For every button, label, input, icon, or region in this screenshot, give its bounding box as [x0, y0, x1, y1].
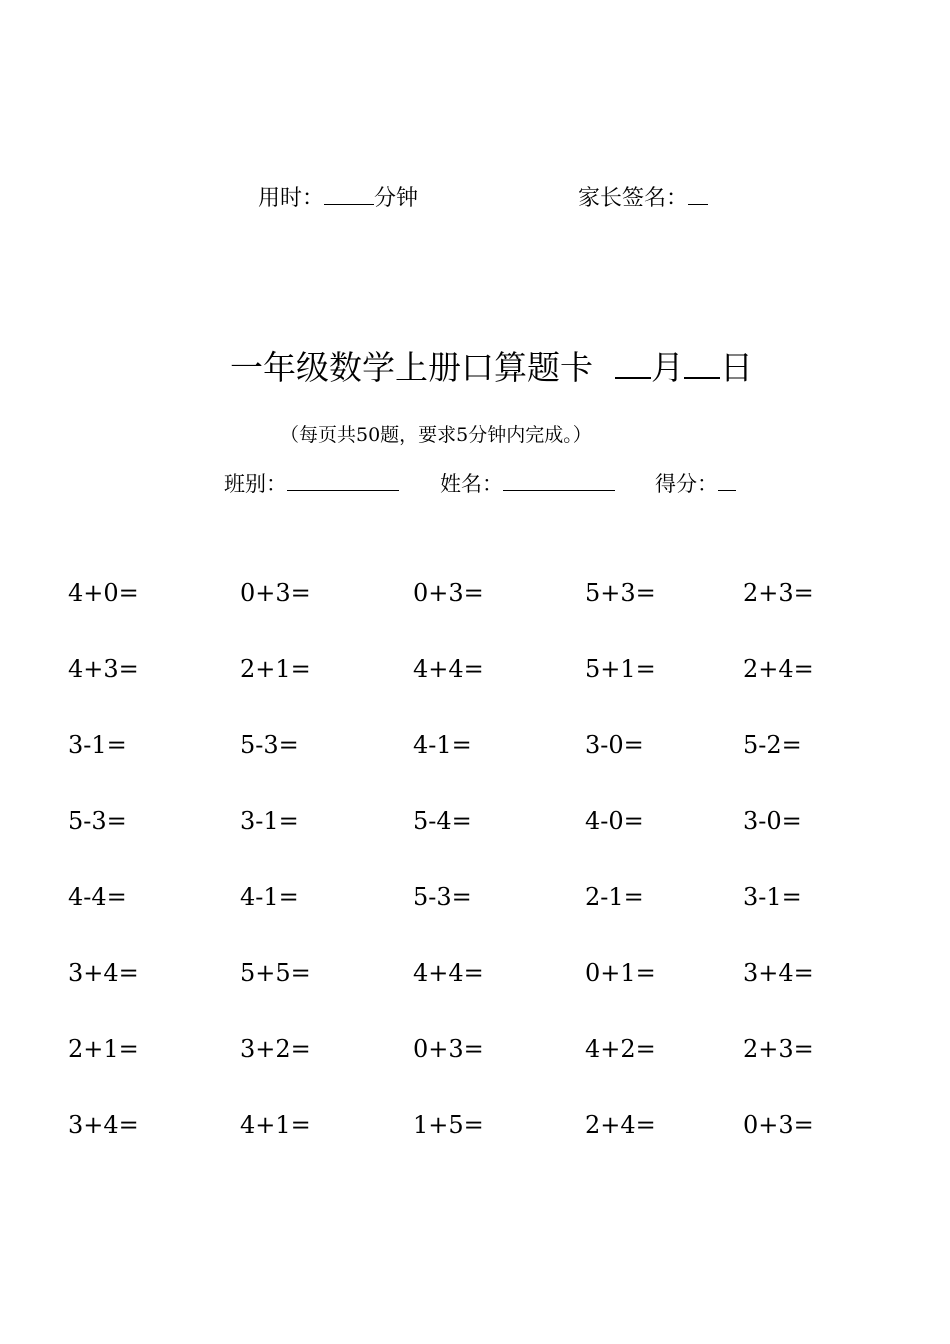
- problem-item: 4-0=: [585, 807, 644, 835]
- name-label: 姓名：: [440, 472, 503, 496]
- problem-item: 3+4=: [68, 959, 139, 987]
- problem-item: 0+3=: [413, 1035, 484, 1063]
- problem-item: 3-1=: [240, 807, 299, 835]
- problem-item: 5-2=: [743, 731, 802, 759]
- problem-item: 3-0=: [585, 731, 644, 759]
- problem-item: 4+4=: [413, 959, 484, 987]
- problem-item: 3-0=: [743, 807, 802, 835]
- parent-signature-field: [578, 182, 708, 214]
- time-field: [258, 182, 418, 214]
- month-blank[interactable]: [615, 347, 651, 379]
- problem-item: 2+3=: [743, 1035, 814, 1063]
- score-blank[interactable]: [718, 468, 736, 491]
- problem-item: 0+3=: [743, 1111, 814, 1139]
- score-field: [655, 468, 736, 499]
- problem-item: 4-1=: [413, 731, 472, 759]
- problem-item: 1+5=: [413, 1111, 484, 1139]
- time-blank[interactable]: [324, 182, 374, 205]
- problem-item: 3+4=: [743, 959, 814, 987]
- day-blank[interactable]: [684, 347, 720, 379]
- parent-signature-blank[interactable]: [688, 182, 708, 205]
- problem-item: 5+3=: [585, 579, 656, 607]
- problem-item: 4+0=: [68, 579, 139, 607]
- problem-item: 0+3=: [240, 579, 311, 607]
- instructions: （每页共50题，要求5分钟内完成。）: [280, 424, 592, 446]
- score-label: 得分：: [655, 472, 718, 496]
- problem-item: 2+1=: [240, 655, 311, 683]
- problem-item: 4-1=: [240, 883, 299, 911]
- name-blank[interactable]: [503, 468, 615, 491]
- time-label: 用时：: [258, 186, 325, 211]
- class-label: 班别：: [224, 472, 287, 496]
- day-label: 日: [720, 348, 753, 387]
- time-unit: 分钟: [374, 186, 419, 211]
- problem-item: 5-3=: [68, 807, 127, 835]
- class-field: [224, 468, 399, 499]
- problem-item: 5+5=: [240, 959, 311, 987]
- problem-item: 5+1=: [585, 655, 656, 683]
- problem-item: 5-4=: [413, 807, 472, 835]
- parent-signature-label: 家长签名：: [578, 186, 689, 211]
- problem-item: 3-1=: [68, 731, 127, 759]
- problem-item: 2+1=: [68, 1035, 139, 1063]
- problem-item: 4+3=: [68, 655, 139, 683]
- problem-item: 2-1=: [585, 883, 644, 911]
- problem-item: 2+3=: [743, 579, 814, 607]
- problem-item: 5-3=: [413, 883, 472, 911]
- problem-item: 4+2=: [585, 1035, 656, 1063]
- problem-item: 0+3=: [413, 579, 484, 607]
- page-title: [230, 346, 753, 390]
- problem-item: 3+4=: [68, 1111, 139, 1139]
- problem-item: 2+4=: [585, 1111, 656, 1139]
- problem-item: 4+4=: [413, 655, 484, 683]
- problem-item: 0+1=: [585, 959, 656, 987]
- title-text: 一年级数学上册口算题卡: [230, 348, 593, 387]
- problem-item: 3+2=: [240, 1035, 311, 1063]
- month-label: 月: [651, 348, 684, 387]
- problem-item: 4-4=: [68, 883, 127, 911]
- problem-item: 2+4=: [743, 655, 814, 683]
- name-field: [440, 468, 615, 499]
- problem-item: 4+1=: [240, 1111, 311, 1139]
- problem-item: 5-3=: [240, 731, 299, 759]
- problem-item: 3-1=: [743, 883, 802, 911]
- class-blank[interactable]: [287, 468, 399, 491]
